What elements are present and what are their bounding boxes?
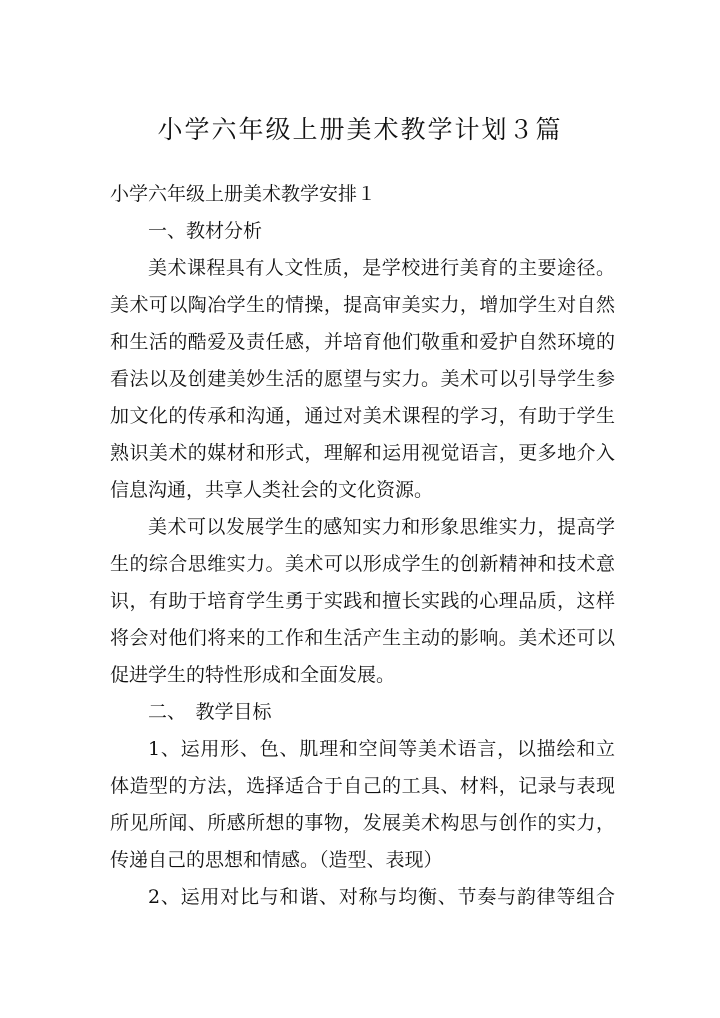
text-line: 1、运用形、色、肌理和空间等美术语言，以描绘和立 [148, 738, 615, 760]
text-line: 和生活的酷爱及责任感，并培育他们敬重和爱护自然环境的 [110, 331, 615, 353]
text-line: 加文化的传承和沟通，通过对美术课程的学习，有助于学生 [110, 405, 615, 427]
text-line: 所见所闻、所感所想的事物，发展美术构思与创作的实力， [110, 812, 615, 834]
text-line: 熟识美术的媒材和形式，理解和运用视觉语言，更多地介入 [110, 442, 615, 464]
document-body [110, 176, 615, 916]
text-line: 将会对他们将来的工作和生活产生主动的影响。美术还可以 [110, 627, 615, 649]
text-line: 识，有助于培育学生勇于实践和擅长实践的心理品质，这样 [110, 590, 615, 612]
text-line: 2、运用对比与和谐、对称与均衡、节奏与韵律等组合 [148, 886, 615, 908]
text-line: 二、 教学目标 [148, 701, 272, 723]
text-line: 促进学生的特性形成和全面发展。 [110, 664, 396, 686]
text-line: 传递自己的思想和情感。（造型、表现） [110, 849, 443, 871]
text-line: 生的综合思维实力。美术可以形成学生的创新精神和技术意 [110, 553, 615, 575]
text-line: 体造型的方法，选择适合于自己的工具、材料，记录与表现 [110, 775, 615, 797]
text-line: 美术可以发展学生的感知实力和形象思维实力，提高学 [148, 516, 615, 538]
text-line: 美术课程具有人文性质，是学校进行美育的主要途径。 [148, 257, 615, 279]
text-line: 看法以及创建美妙生活的愿望与实力。美术可以引导学生参 [110, 368, 615, 390]
document-title: 小学六年级上册美术教学计划３篇 [157, 115, 563, 144]
text-line: 小学六年级上册美术教学安排１ [110, 183, 377, 205]
text-line: 信息沟通，共享人类社会的文化资源。 [110, 479, 434, 501]
text-line: 一、教材分析 [148, 220, 263, 242]
text-line: 美术可以陶冶学生的情操，提高审美实力，增加学生对自然 [110, 294, 615, 316]
